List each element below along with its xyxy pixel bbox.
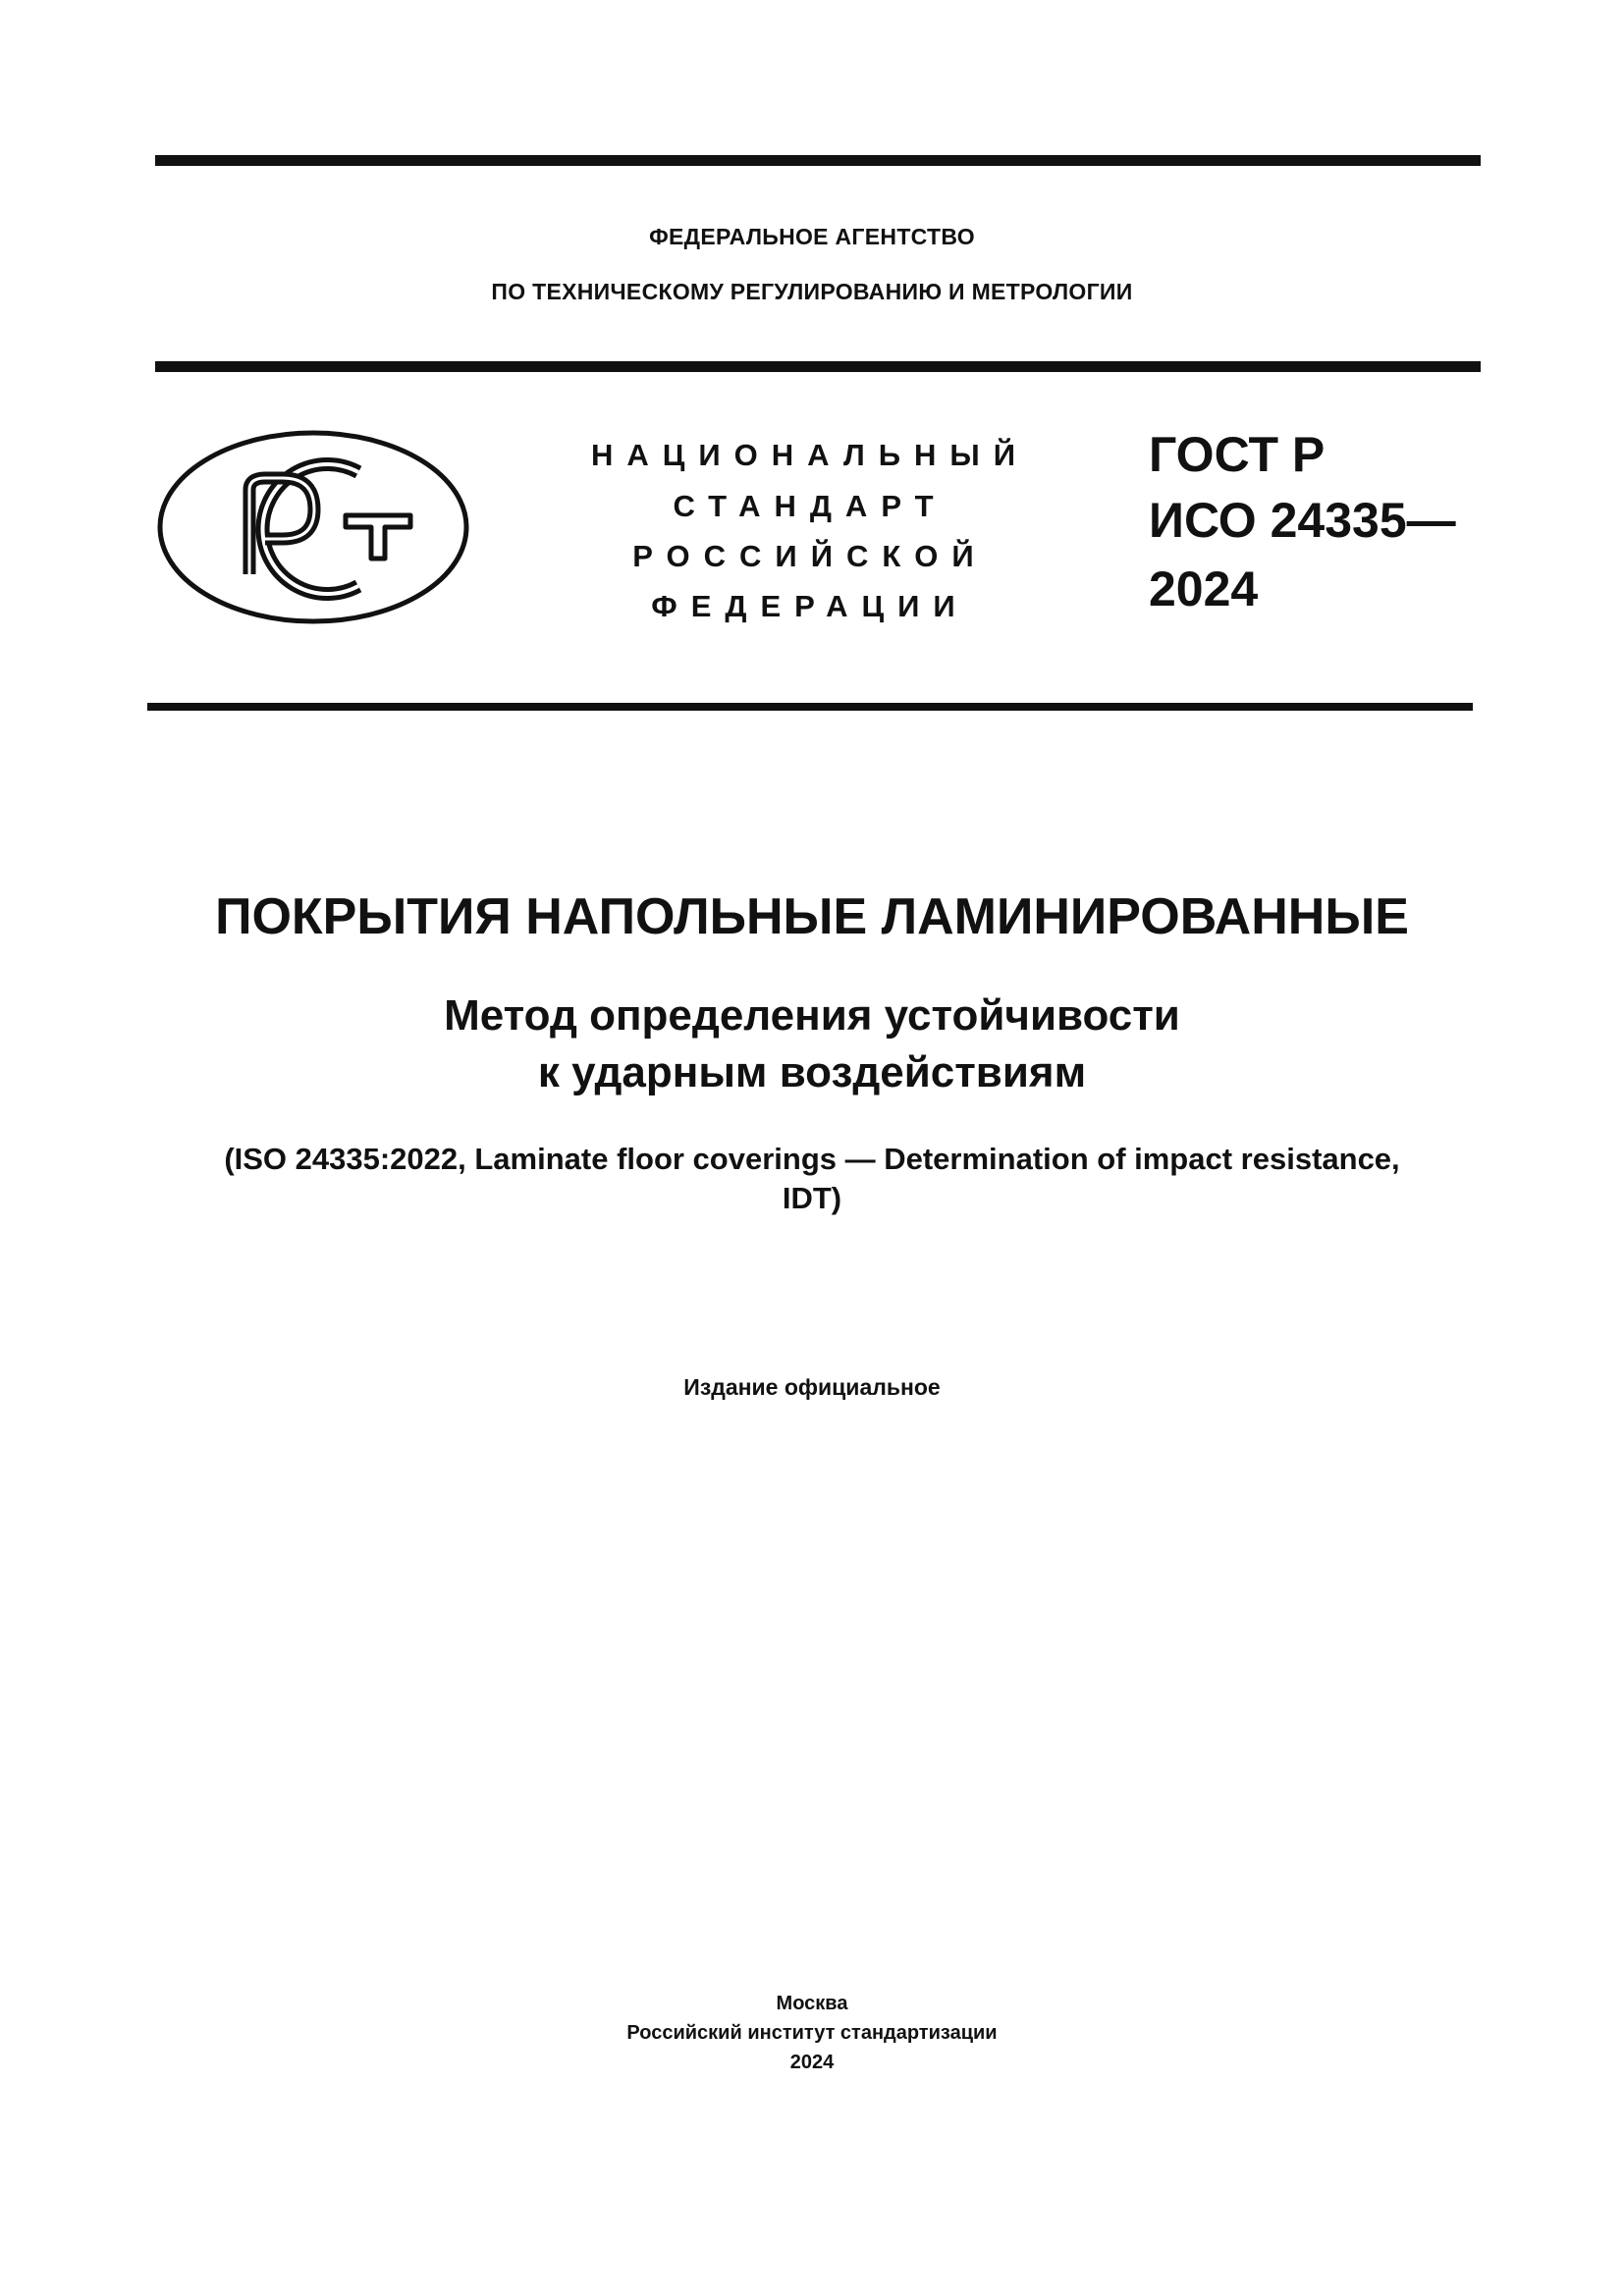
- document-subtitle-line-2: к ударным воздействиям: [537, 1048, 1087, 1096]
- agency-line-2: ПО ТЕХНИЧЕСКОМУ РЕГУЛИРОВАНИЮ И МЕТРОЛОГИИ: [491, 279, 1133, 304]
- publisher-city: Москва: [776, 1993, 848, 2014]
- national-standard-line-2: СТАНДАРТ: [673, 489, 947, 523]
- national-standard-line-3: РОССИЙСКОЙ: [632, 539, 988, 573]
- standard-designation-line-3: 2024: [1149, 561, 1259, 616]
- iso-reference-line-2: IDT): [782, 1181, 842, 1215]
- iso-reference-line-1: (ISO 24335:2022, Laminate floor coverings — Determination of impact resistance,: [224, 1142, 1400, 1176]
- national-standard-line-1: НАЦИОНАЛЬНЫЙ: [590, 438, 1030, 472]
- document-subtitle-line-1: Метод определения устойчивости: [444, 991, 1180, 1040]
- top-rule: [155, 155, 1481, 166]
- edition-note: Издание официальное: [683, 1374, 941, 1400]
- standard-designation-line-1: ГОСТ Р: [1149, 427, 1326, 482]
- middle-rule: [155, 361, 1481, 372]
- national-standard-line-4: ФЕДЕРАЦИИ: [651, 589, 969, 623]
- document-title: ПОКРЫТИЯ НАПОЛЬНЫЕ ЛАМИНИРОВАННЫЕ: [215, 888, 1409, 945]
- publisher-year: 2024: [789, 2052, 835, 2073]
- publisher-institute: Российский институт стандартизации: [626, 2022, 998, 2044]
- standard-designation-line-2: ИСО 24335—: [1149, 493, 1456, 548]
- lower-rule: [147, 703, 1473, 711]
- rst-certification-logo-icon: [157, 429, 469, 625]
- agency-line-1: ФЕДЕРАЛЬНОЕ АГЕНТСТВО: [649, 224, 975, 249]
